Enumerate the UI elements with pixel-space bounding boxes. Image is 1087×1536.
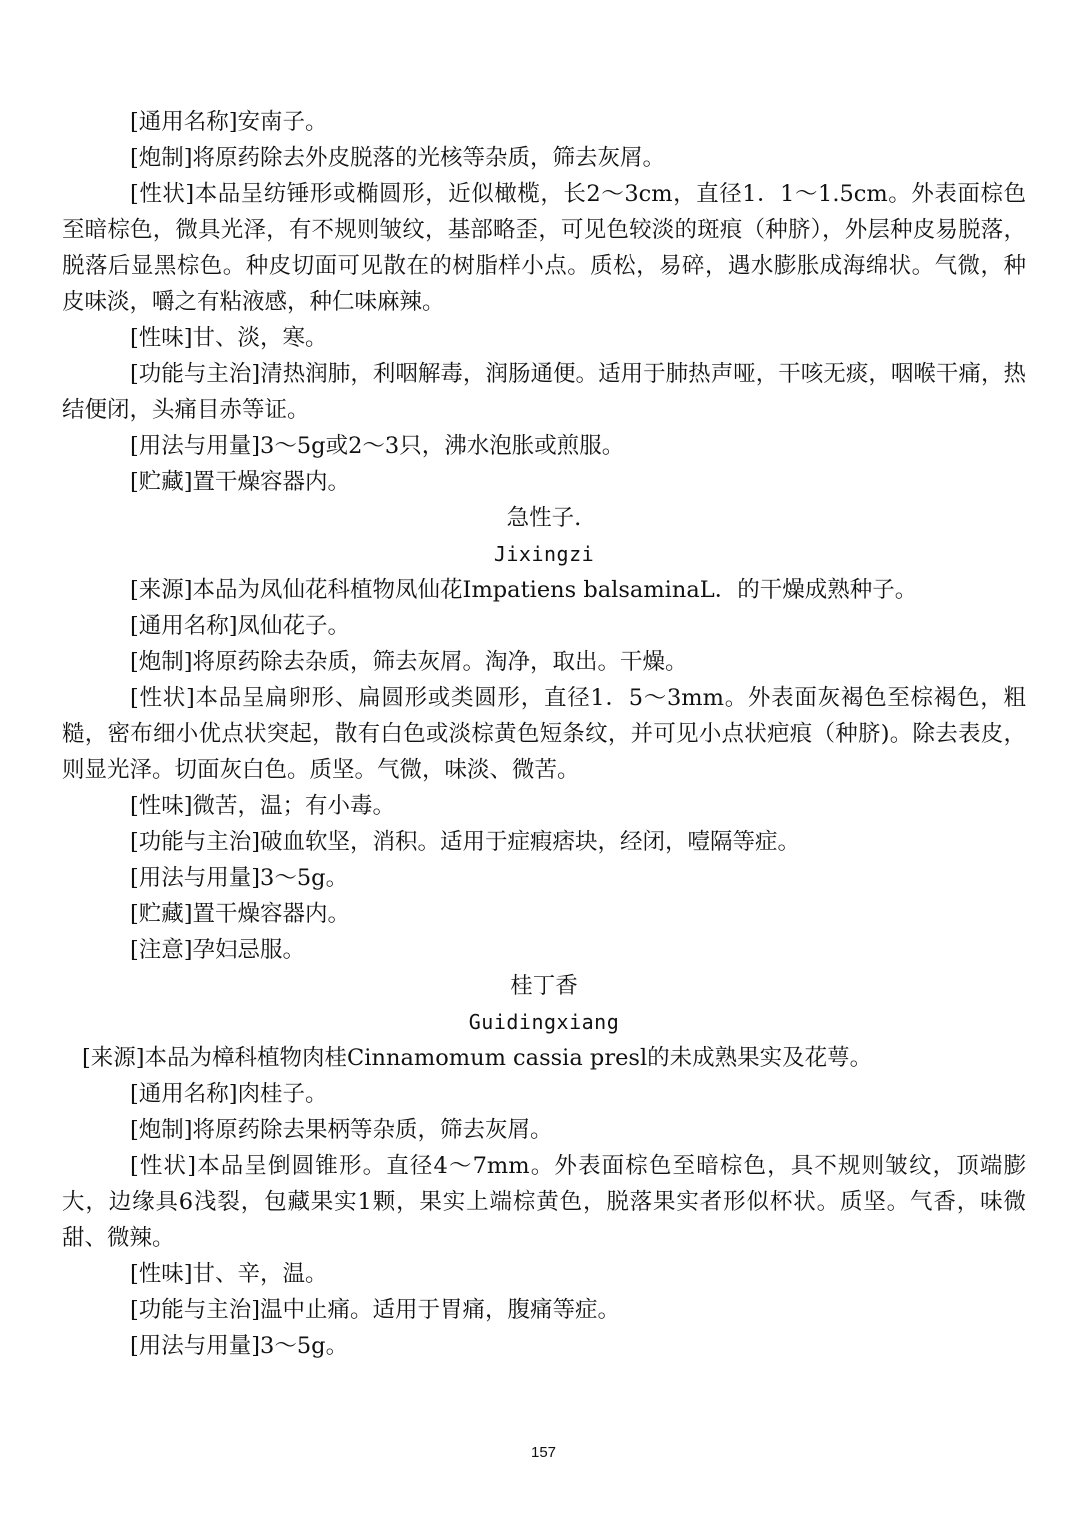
- storage-paragraph: [贮藏]置干燥容器内。: [130, 901, 351, 927]
- function-paragraph: [功能与主治]破血软坚，消积。适用于症瘕痞块，经闭，噎隔等症。: [130, 829, 801, 855]
- nature-paragraph: [性味]微苦，温；有小毒。: [130, 793, 396, 819]
- function-paragraph: [功能与主治]清热润肺，利咽解毒，润肠通便。适用于肺热声哑，干咳无痰，咽喉干痛，热结便闭，头痛目赤等证。: [62, 361, 1026, 423]
- page-number: 157: [530, 1444, 557, 1461]
- section-pinyin: Guidingxiang: [468, 1010, 620, 1034]
- common-name-paragraph: [通用名称]安南子。: [130, 109, 328, 135]
- source-paragraph: [来源]本品为凤仙花科植物凤仙花Impatiens balsaminaL．的干燥成熟种子。: [130, 577, 918, 603]
- document-page: [62, 104, 1026, 1364]
- usage-paragraph: [用法与用量]3～5g。: [130, 865, 349, 891]
- section-pinyin: Jixingzi: [493, 542, 595, 566]
- storage-paragraph: [贮藏]置干燥容器内。: [130, 469, 351, 495]
- processing-paragraph: [炮制]将原药除去果柄等杂质，筛去灰屑。: [130, 1117, 553, 1143]
- nature-paragraph: [性味]甘、辛，温。: [130, 1261, 328, 1287]
- processing-paragraph: [炮制]将原药除去杂质，筛去灰屑。淘净，取出。干燥。: [130, 649, 688, 675]
- usage-paragraph: [用法与用量]3～5g。: [130, 1333, 349, 1359]
- caution-paragraph: [注意]孕妇忌服。: [130, 937, 306, 963]
- common-name-paragraph: [通用名称]凤仙花子。: [130, 613, 351, 639]
- character-paragraph: [性状]本品呈倒圆锥形。直径4～7mm。外表面棕色至暗棕色，具不规则皱纹，顶端膨大，边缘具6浅裂，包藏果实1颗，果实上端棕黄色，脱落果实者形似杯状。质坚。气香，味微甜、微辣。: [62, 1153, 1026, 1251]
- processing-paragraph: [炮制]将原药除去外皮脱落的光核等杂质，筛去灰屑。: [130, 145, 666, 171]
- function-paragraph: [功能与主治]温中止痛。适用于胃痛，腹痛等症。: [130, 1297, 621, 1323]
- section-title: 急性子.: [506, 505, 582, 531]
- source-paragraph: [来源]本品为樟科植物肉桂Cinnamomum cassia presl的未成熟果实及花萼。: [82, 1045, 873, 1071]
- character-paragraph: [性状]本品呈扁卵形、扁圆形或类圆形，直径1．5～3mm。外表面灰褐色至棕褐色，粗糙，密布细小优点状突起，散有白色或淡棕黄色短条纹，并可见小点状疤痕（种脐)。除去表皮，则显光泽。切面灰白色。质坚。气微，味淡、微苦。: [62, 685, 1026, 783]
- section-title: 桂丁香: [510, 973, 578, 999]
- usage-paragraph: [用法与用量]3～5g或2～3只，沸水泡胀或煎服。: [130, 433, 625, 459]
- nature-paragraph: [性味]甘、淡，寒。: [130, 325, 328, 351]
- common-name-paragraph: [通用名称]肉桂子。: [130, 1081, 328, 1107]
- character-paragraph: [性状]本品呈纺锤形或椭圆形，近似橄榄，长2～3cm，直径1．1～1.5cm。外表面棕色至暗棕色，微具光泽，有不规则皱纹，基部略歪，可见色较淡的斑痕（种脐），外层种皮易脱落，脱落后显黑棕色。种皮切面可见散在的树脂样小点。质松，易碎，遇水膨胀成海绵状。气微，种皮味淡，嚼之有粘液感，种仁味麻辣。: [62, 181, 1026, 315]
